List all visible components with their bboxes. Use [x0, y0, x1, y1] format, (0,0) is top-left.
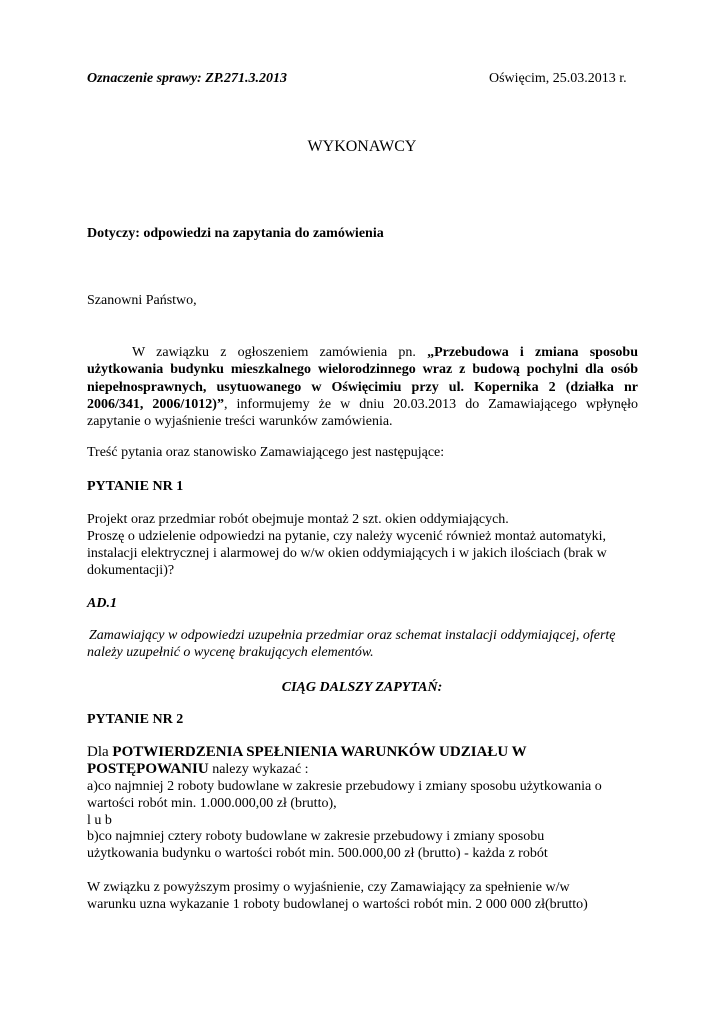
- question2-conditions: [87, 761, 309, 778]
- place-date: Oświęcim, 25.03.2013 r.: [489, 71, 627, 86]
- condition-b: b)co najmniej cztery roboty budowlane w zakresie przebudowy i zmiany sposobu: [87, 829, 545, 844]
- condition-a: wartości robót min. 1.000.000,00 zł (brutto),: [87, 796, 337, 811]
- answer1-line: należy uzupełnić o wycenę brakujących elementów.: [87, 645, 374, 660]
- subject-line: Dotyczy: odpowiedzi na zapytania do zamówienia: [87, 226, 384, 241]
- condition-a: a)co najmniej 2 roboty budowlane w zakresie przebudowy i zmiany sposobu użytkowania o: [87, 779, 602, 794]
- question2-conditions: [87, 744, 527, 761]
- question1-heading: PYTANIE NR 1: [87, 479, 184, 494]
- intro-quote-open: „: [427, 345, 435, 360]
- intro-tail: , informujemy że w dniu 20.03.2013 do Zamawiającego wpłynęło zapytanie o wyjaśnienie treści warunków zamówienia.: [87, 396, 638, 430]
- project-name: Przebudowa i zmiana sposobu użytkowania budynku mieszkalnego wielorodzinnego wraz z budową pochylni dla osób niepełnosprawnych, usytuowanego w Oświęcimiu przy ul. Kopernika 2 (działka nr 2006/341, 2006/1012)”: [87, 345, 638, 412]
- intro-paragraph: [87, 344, 638, 430]
- answer1-heading: AD.1: [87, 596, 117, 611]
- greeting: Szanowni Państwo,: [87, 293, 197, 308]
- condition-b: użytkowania budynku o wartości robót min. 500.000,00 zł (brutto) - każda z robót: [87, 846, 548, 861]
- statement: Treść pytania oraz stanowisko Zamawiającego jest następujące:: [87, 445, 445, 460]
- conditions-bold: POSTĘPOWANIU: [87, 761, 209, 777]
- conditions-bold: POTWIERDZENIA SPEŁNIENIA WARUNKÓW UDZIAŁU W: [112, 744, 527, 760]
- addressee-title: WYKONAWCY: [307, 138, 417, 155]
- question1-line: Projekt oraz przedmiar robót obejmuje montaż 2 szt. okien oddymiających.: [87, 512, 509, 527]
- question2-request: W związku z powyższym prosimy o wyjaśnienie, czy Zamawiający za spełnienie w/w: [87, 880, 570, 895]
- question1-line: Proszę o udzielenie odpowiedzi na pytanie, czy należy wycenić również montaż automatyki,: [87, 529, 606, 544]
- continuation-heading: CIĄG DALSZY ZAPYTAŃ:: [281, 680, 443, 695]
- dla-word: Dla: [87, 744, 113, 760]
- question1-line: instalacji elektrycznej i alarmowej do w/w okien oddymiających i w jakich ilościach (brak w: [87, 546, 607, 561]
- answer1-line: Zamawiający w odpowiedzi uzupełnia przedmiar oraz schemat instalacji oddymiającej, ofertę: [89, 628, 616, 643]
- intro-lead: W zawiązku z ogłoszeniem zamówienia pn.: [132, 345, 428, 360]
- condition-or: l u b: [87, 813, 112, 828]
- case-reference: Oznaczenie sprawy: ZP.271.3.2013: [87, 71, 288, 86]
- question2-request: warunku uzna wykazanie 1 roboty budowlanej o wartości robót min. 2 000 000 zł(brutto): [87, 897, 588, 912]
- conditions-tail: nalezy wykazać :: [208, 762, 309, 777]
- question2-heading: PYTANIE NR 2: [87, 712, 184, 727]
- question1-line: dokumentacji)?: [87, 563, 175, 578]
